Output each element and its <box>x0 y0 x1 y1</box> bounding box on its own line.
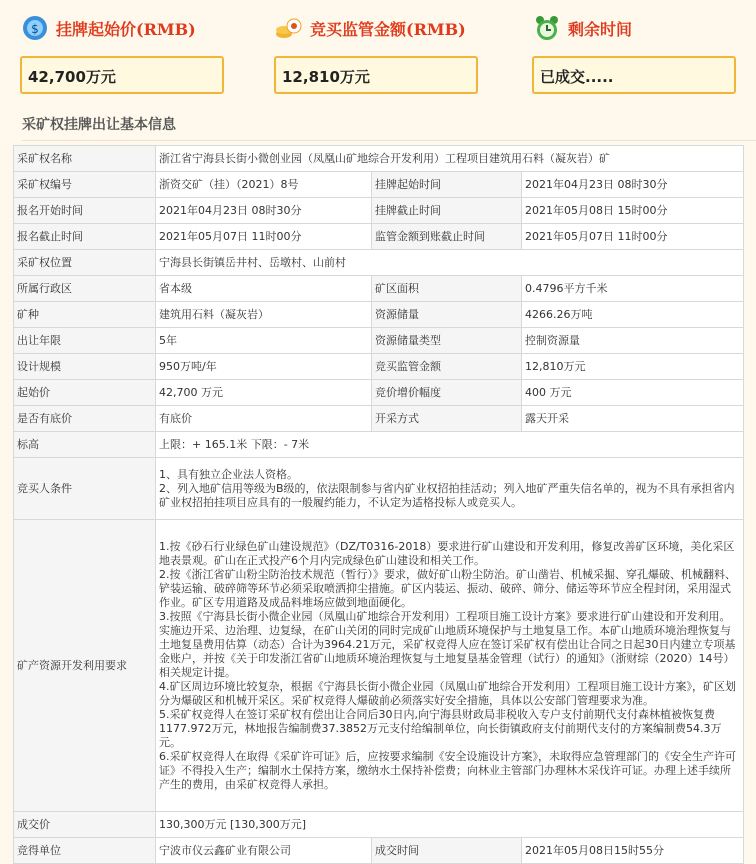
listing-info-table <box>13 145 744 864</box>
field-label: 竞买人条件 <box>14 458 156 520</box>
field-label: 出让年限 <box>14 328 156 354</box>
table-row <box>14 302 744 328</box>
field-label: 矿种 <box>14 302 156 328</box>
deal-time: 2021年05月08日15时55分 <box>522 838 744 864</box>
admin-region: 省本级 <box>156 276 372 302</box>
field-label: 监管金额到账截止时间 <box>372 224 522 250</box>
table-row <box>14 520 744 812</box>
mining-method: 露天开采 <box>522 406 744 432</box>
field-label: 资源储量类型 <box>372 328 522 354</box>
table-row <box>14 328 744 354</box>
table-row <box>14 406 744 432</box>
field-label: 挂牌起始时间 <box>372 172 522 198</box>
table-row <box>14 250 744 276</box>
requirement-item: 3.按照《宁海县长街小微企业园（凤凰山矿地综合开发利用）工程项目施工设计方案》要求进行矿山建设和开发利用。实施边开采、边治理、边复绿，在矿山关闭的同时完成矿山地质环境保护与土地复垦工作。本矿山地质环境治理恢复与土地复垦费用估算（动态）合计为3964.21万元，采矿权竞得人应在签订采矿权有偿出让合同之日起30日内建立专项基金账户，并按《关于印发浙江省矿山地质环境治理恢复与土地复垦基金管理（试行）的通知》（浙财综（2020）14号）相关规定计提。 <box>159 609 736 679</box>
field-label: 竞得单位 <box>14 838 156 864</box>
table-row <box>14 276 744 302</box>
table-row <box>14 380 744 406</box>
development-requirements <box>156 520 744 812</box>
field-label: 采矿权编号 <box>14 172 156 198</box>
field-label: 资源储量 <box>372 302 522 328</box>
divider <box>22 140 756 141</box>
condition-item: 1、具有独立企业法人资格。 <box>159 467 298 481</box>
remaining-time-metric <box>532 8 736 94</box>
start-price-metric <box>20 8 224 94</box>
remaining-time-value: 已成交..... <box>532 56 736 94</box>
mining-location: 宁海县长街镇岳井村、岳墩村、山前村 <box>156 250 744 276</box>
requirement-item: 4.矿区周边环境比较复杂，根据《宁海县长街小微企业园（凤凰山矿地综合开发利用）工程项目施工设计方案》，矿区划分为爆破区和机械开采区。采矿权竞得人爆破前必须落实好安全措施，具体以公安部门管理要求为准。 <box>159 679 736 707</box>
field-label: 采矿权名称 <box>14 146 156 172</box>
field-label: 报名截止时间 <box>14 224 156 250</box>
deposit-metric <box>274 8 478 94</box>
deposit-deadline: 2021年05月07日 11时00分 <box>522 224 744 250</box>
table-row <box>14 198 744 224</box>
field-label: 报名开始时间 <box>14 198 156 224</box>
transfer-period: 5年 <box>156 328 372 354</box>
requirement-item: 1.按《砂石行业绿色矿山建设规范》（DZ/T0316-2018）要求进行矿山建设和开发利用，修复改善矿区环境，美化采区地表景观。矿山在正式投产6个月内完成绿色矿山建设和相关工作。 <box>159 539 735 567</box>
field-label: 标高 <box>14 432 156 458</box>
start-price-label: 挂牌起始价(RMB) <box>56 19 196 39</box>
elevation: 上限：+ 165.1米 下限：- 7米 <box>156 432 744 458</box>
table-row <box>14 224 744 250</box>
reserve-price-flag: 有底价 <box>156 406 372 432</box>
table-row <box>14 458 744 520</box>
coins-icon <box>274 13 304 43</box>
summary-bar <box>0 0 756 100</box>
section-title: 采矿权挂牌出让基本信息 <box>22 117 176 133</box>
money-bag-icon <box>20 13 50 43</box>
table-row <box>14 838 744 864</box>
bidder-conditions <box>156 458 744 520</box>
field-label: 矿产资源开发利用要求 <box>14 520 156 812</box>
alarm-clock-icon <box>532 13 562 43</box>
field-label: 起始价 <box>14 380 156 406</box>
mineral-type: 建筑用石料（凝灰岩） <box>156 302 372 328</box>
field-label: 开采方式 <box>372 406 522 432</box>
registration-end-time: 2021年05月07日 11时00分 <box>156 224 372 250</box>
remaining-time-label: 剩余时间 <box>568 19 633 39</box>
requirement-item: 6.采矿权竞得人在取得《采矿许可证》后，应按要求编制《安全设施设计方案》，未取得应急管理部门的《安全生产许可证》不得投入生产；编制水土保持方案，缴纳水土保持补偿费；向林业主管部门办理林木采伐许可证。办理上述手续所产生的费用，由采矿权竞得人承担。 <box>159 749 736 791</box>
deposit-amount: 12,810万元 <box>522 354 744 380</box>
deposit-label: 竞买监管金额(RMB) <box>310 19 466 39</box>
field-label: 采矿权位置 <box>14 250 156 276</box>
resource-reserve: 4266.26万吨 <box>522 302 744 328</box>
condition-item: 2、列入地矿信用等级为B级的，依法限制参与省内矿业权招拍挂活动；列入地矿严重失信名单的，视为不具有承担省内矿业权招拍挂项目应具有的一般履约能力，不认定为适格投标人或竞买人。 <box>159 481 735 509</box>
reserve-type: 控制资源量 <box>522 328 744 354</box>
bid-increment: 400 万元 <box>522 380 744 406</box>
winning-company: 宁波市仪云鑫矿业有限公司 <box>156 838 372 864</box>
deal-price: 130,300万元 [130,300万元] <box>156 812 744 838</box>
svg-text:$: $ <box>31 22 39 36</box>
field-label: 是否有底价 <box>14 406 156 432</box>
field-label: 所属行政区 <box>14 276 156 302</box>
table-row <box>14 172 744 198</box>
design-scale: 950万吨/年 <box>156 354 372 380</box>
field-label: 成交时间 <box>372 838 522 864</box>
field-label: 成交价 <box>14 812 156 838</box>
field-label: 矿区面积 <box>372 276 522 302</box>
mining-right-number: 浙资交矿（挂）（2021）8号 <box>156 172 372 198</box>
table-row <box>14 354 744 380</box>
listing-start-time: 2021年04月23日 08时30分 <box>522 172 744 198</box>
field-label: 挂牌截止时间 <box>372 198 522 224</box>
requirement-item: 2.按《浙江省矿山粉尘防治技术规范（暂行）》要求，做好矿山粉尘防治。矿山凿岩、机械采掘、穿孔爆破、机械翻料、铲装运输、破碎筛等环节必须采取喷洒抑尘措施。矿区内装运、振动、破碎、筛分、储运等环节应全程封闭，采用湿式作业。矿区专用道路及成品料堆场应做到地面硬化。 <box>159 567 736 609</box>
field-label: 竞买监管金额 <box>372 354 522 380</box>
deposit-value: 12,810万元 <box>274 56 478 94</box>
requirement-item: 5.采矿权竞得人在签订采矿权有偿出让合同后30日内,向宁海县财政局非税收入专户支付前期代支付森林植被恢复费1177.972万元，林地报告编制费37.3852万元支付给编制单位，向长街镇政府支付前期代支付的方案编制费54.3万元。 <box>159 707 722 749</box>
table-row <box>14 146 744 172</box>
mining-area: 0.4796平方千米 <box>522 276 744 302</box>
field-label: 竞价增价幅度 <box>372 380 522 406</box>
table-row <box>14 812 744 838</box>
mining-right-name: 浙江省宁海县长街小微创业园（凤凰山矿地综合开发利用）工程项目建筑用石料（凝灰岩）矿 <box>156 146 744 172</box>
registration-start-time: 2021年04月23日 08时30分 <box>156 198 372 224</box>
start-price-value: 42,700万元 <box>20 56 224 94</box>
table-row <box>14 432 744 458</box>
start-price: 42,700 万元 <box>156 380 372 406</box>
listing-end-time: 2021年05月08日 15时00分 <box>522 198 744 224</box>
field-label: 设计规模 <box>14 354 156 380</box>
